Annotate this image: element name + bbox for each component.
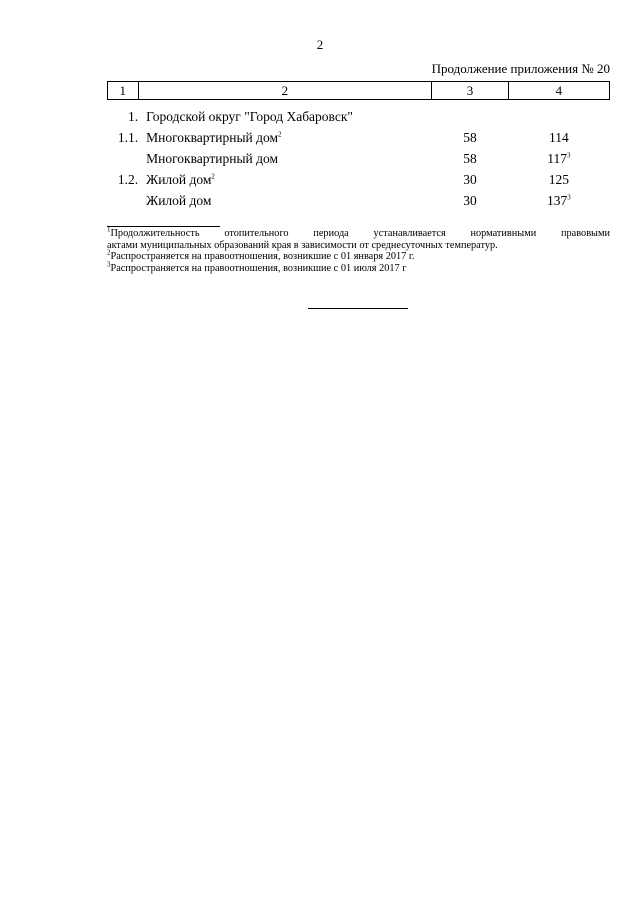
row-col4: $117^3$ bbox=[547, 150, 571, 166]
header-col-1: 1 bbox=[108, 82, 139, 100]
table-row bbox=[108, 106, 610, 127]
header-col-4: 4 bbox=[508, 82, 609, 100]
footnote-1: $^1$Продолжительность отопительного периода устанавливается нормативными правовыми bbox=[107, 225, 610, 239]
footnote-ref: 2 bbox=[211, 172, 215, 180]
page-number: 2 bbox=[316, 37, 324, 52]
table-row bbox=[108, 148, 610, 169]
row-col3: 58 bbox=[463, 150, 477, 166]
row-col4: 125 bbox=[548, 171, 570, 187]
continuation-label: Продолжение приложения № 20 bbox=[431, 61, 610, 76]
footnote-ref: 3 bbox=[567, 193, 571, 201]
table-header-row bbox=[108, 82, 610, 100]
footnote-3: $^3$Распространяется на правоотношения, возникшие с 01 июля 2017 г bbox=[107, 260, 407, 274]
row-number bbox=[108, 148, 139, 169]
row-name: Многоквартирный дом bbox=[146, 150, 279, 166]
footnote-ref: 3 bbox=[567, 151, 571, 159]
row-name: Жилой дом$^2$ bbox=[146, 171, 215, 187]
row-col3: 30 bbox=[463, 171, 477, 187]
end-separator bbox=[308, 308, 408, 309]
footnotes bbox=[107, 225, 610, 274]
table-row bbox=[108, 169, 610, 190]
row-col4: $137^3$ bbox=[547, 192, 571, 208]
table-row bbox=[108, 127, 610, 148]
row-col3: 58 bbox=[463, 129, 477, 145]
header-col-2: 2 bbox=[138, 82, 431, 100]
footnote-separator bbox=[107, 226, 220, 227]
footnote-ref: 2 bbox=[278, 130, 282, 138]
row-number: 1. bbox=[127, 108, 139, 124]
row-number: 1.1. bbox=[117, 129, 139, 145]
footnote-mark: 2 bbox=[107, 248, 111, 257]
row-name: Жилой дом bbox=[146, 192, 212, 208]
footnote-1-cont: актами муниципальных образований края в зависимости от среднесуточных температур. bbox=[107, 239, 498, 251]
tariff-table bbox=[107, 81, 610, 211]
footnote-2: $^2$Распространяется на правоотношения, возникшие с 01 января 2017 г. bbox=[107, 248, 415, 262]
table-row bbox=[108, 190, 610, 211]
footnote-mark: 3 bbox=[107, 260, 111, 269]
row-number: 1.2. bbox=[117, 171, 139, 187]
row-col4 bbox=[508, 106, 609, 127]
row-name: Многоквартирный дом$^2$ bbox=[146, 129, 282, 145]
header-col-3: 3 bbox=[432, 82, 509, 100]
row-col4: 114 bbox=[549, 129, 569, 145]
row-col3: 30 bbox=[463, 192, 477, 208]
footnote-mark: 1 bbox=[107, 225, 111, 234]
row-col3 bbox=[432, 106, 509, 127]
row-name: Городской округ "Город Хабаровск" bbox=[146, 108, 353, 124]
row-number bbox=[108, 190, 139, 211]
